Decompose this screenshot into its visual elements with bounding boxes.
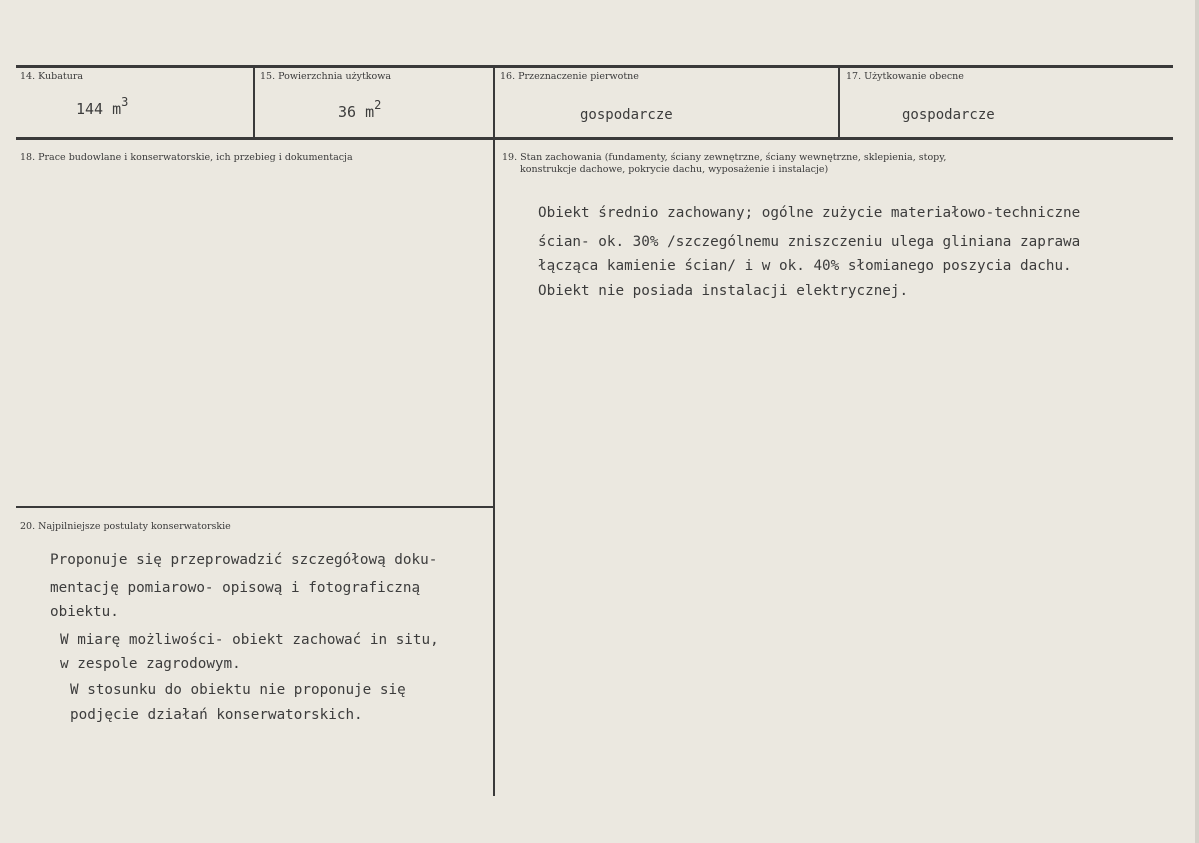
field-14-number: 144 m xyxy=(76,100,122,118)
field-19-label-line-1: 19. Stan zachowania (fundamenty, ściany zewnętrzne, ściany wewnętrzne, sklepienia, stopy, xyxy=(502,152,947,163)
field-19-line-4: Obiekt nie posiada instalacji elektrycznej. xyxy=(538,283,909,299)
field-14-unit-exponent: 3 xyxy=(121,95,129,109)
field-20-line-5: w zespole zagrodowym. xyxy=(60,656,241,672)
field-18-label: 18. Prace budowlane i konserwatorskie, ich przebieg i dokumentacja xyxy=(20,152,353,163)
field-19-line-2: ścian- ok. 30% /szczególnemu zniszczeniu ulega gliniana zaprawa xyxy=(538,234,1081,250)
field-20-label: 20. Najpilniejsze postulaty konserwatorskie xyxy=(20,521,231,532)
card-edge-shadow xyxy=(1195,0,1199,843)
field-20-line-6: W stosunku do obiektu nie proponuje się xyxy=(70,682,406,698)
field-19-line-1: Obiekt średnio zachowany; ogólne zużycie materiałowo-techniczne xyxy=(538,205,1081,221)
field-14-label: 14. Kubatura xyxy=(20,71,84,82)
divider-16-17 xyxy=(838,66,840,138)
divider-15-16 xyxy=(493,66,495,796)
field-20-line-4: W miarę możliwości- obiekt zachować in situ, xyxy=(60,632,439,648)
field-15-label: 15. Powierzchnia użytkowa xyxy=(260,71,392,82)
field-15-number: 36 m xyxy=(338,103,375,121)
divider-14-15 xyxy=(253,66,255,138)
field-16-value: gospodarcze xyxy=(580,107,673,123)
field-15-unit-exponent: 2 xyxy=(374,98,382,112)
field-16-label: 16. Przeznaczenie pierwotne xyxy=(500,71,639,82)
field-14-value xyxy=(76,95,129,118)
field-20-line-2: mentację pomiarowo- opisową i fotograficzną xyxy=(50,580,421,596)
field-19-label-line-2: konstrukcje dachowe, pokrycie dachu, wyposażenie i instalacje) xyxy=(520,164,829,175)
top-rule xyxy=(16,65,1173,68)
field-15-value xyxy=(338,98,382,121)
row-rule-2 xyxy=(16,506,493,508)
field-20-line-7: podjęcie działań konserwatorskich. xyxy=(70,707,363,723)
field-17-label: 17. Użytkowanie obecne xyxy=(846,71,964,82)
row-rule-1 xyxy=(16,137,1173,140)
field-17-value: gospodarcze xyxy=(902,107,995,123)
field-20-line-1: Proponuje się przeprowadzić szczegółową doku- xyxy=(50,552,438,568)
field-20-line-3: obiektu. xyxy=(50,604,119,620)
field-19-line-3: łącząca kamienie ścian/ i w ok. 40% słomianego poszycia dachu. xyxy=(538,258,1072,274)
